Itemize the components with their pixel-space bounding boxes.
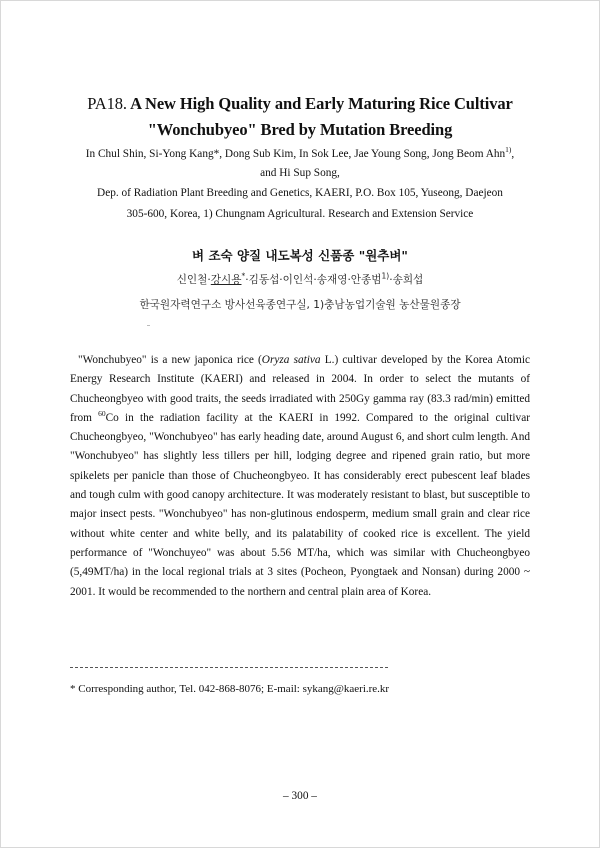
isotope-mass-number: 60 <box>98 409 106 419</box>
affiliation-line-1: Dep. of Radiation Plant Breeding and Genetics, KAERI, P.O. Box 105, Yuseong, Daejeon <box>97 187 503 199</box>
ko-author-1: 신인철· <box>176 274 211 286</box>
affiliation-line-2: 305-600, Korea, 1) Chungnam Agricultural. Research and Extension Service <box>126 208 474 220</box>
paper-title-line-1 <box>0 94 600 114</box>
abstract-part-1: "Wonchubyeo" is a new japonica rice ( <box>78 354 262 366</box>
abstract-part-3: Co in the radiation facility at the KAERI in 1992. Compared to the original cultivar Chucheongbyeo, "Wonchubyeo" has early heading date, around August 6, and short culm length. And "Wonchubyeo" has slightly less tillers per hill, lodging degree and ripened grain ratio, but more spikelets per panicle than those of Chucheongbyeo. It has considerably erect pubescent leaf blades and tough culm with good canopy architecture. It was moderately resistant to blast, but susceptible to major insect pests. "Wonchubyeo" has non-glutinous endosperm, medium small grain and clear rice without white center and white belly, and its palatability of cooked rice is excellent. The yield performance of "Wonchuyeo" was about 5.56 MT/ha, which was similar with Chucheongbyeo (5,49MT/ha) in the local regional trials at 3 sites (Pocheon, Pyongtaek and Nonsan) during 2000 ~ 2001. It would be recommended to the northern and central plain area of Korea. <box>70 411 530 598</box>
ko-authors-middle: ·김동섭·이인석·송재영·안종범 <box>245 274 382 286</box>
ko-affil-marker: 1) <box>381 271 390 281</box>
authors-text-1: In Chul Shin, Si-Yong Kang*, Dong Sub Kim, In Sok Lee, Jae Young Song, Jong Beom Ahn <box>85 148 506 160</box>
scan-speck <box>147 325 150 326</box>
korean-title: 벼 조숙 양질 내도복성 신품종 "원추벼" <box>192 248 408 263</box>
authors-line-2: and Hi Sup Song, <box>260 167 340 179</box>
korean-affiliation: 한국원자력연구소 방사선육종연구실, 1)충남농업기술원 농산물원종장 <box>139 299 461 311</box>
abstract-part-2: L.) cultivar developed by the Korea Atomic Energy Research Institute (KAERI) and released in 2004. In order to select the mutants of Chucheongbyeo with good traits, the seeds irradiated with 250Gy gamma ray (83.3 rad/min) emitted from <box>70 354 530 424</box>
page-number: – 300 – <box>283 790 317 802</box>
ko-corresponding-marker: * <box>241 271 246 281</box>
paper-code: PA18. <box>87 94 127 113</box>
abstract-paragraph <box>70 351 530 602</box>
ko-corresponding-author: 강시용 <box>210 274 242 286</box>
korean-authors <box>0 272 600 287</box>
ko-author-last: ·송희섭 <box>389 274 424 286</box>
paper-title-line-2: "Wonchubyeo" Bred by Mutation Breeding <box>147 120 453 139</box>
footnote-separator <box>70 667 388 668</box>
corresponding-author-footnote: * Corresponding author, Tel. 042-868-8076; E-mail: sykang@kaeri.re.kr <box>70 683 390 695</box>
paper-title-text-1: A New High Quality and Early Maturing Rice Cultivar <box>130 94 513 113</box>
authors-line-1 <box>0 146 600 163</box>
authors-comma: , <box>511 148 515 160</box>
species-name: Oryza sativa <box>261 354 321 366</box>
author-affil-marker: 1) <box>505 145 512 155</box>
